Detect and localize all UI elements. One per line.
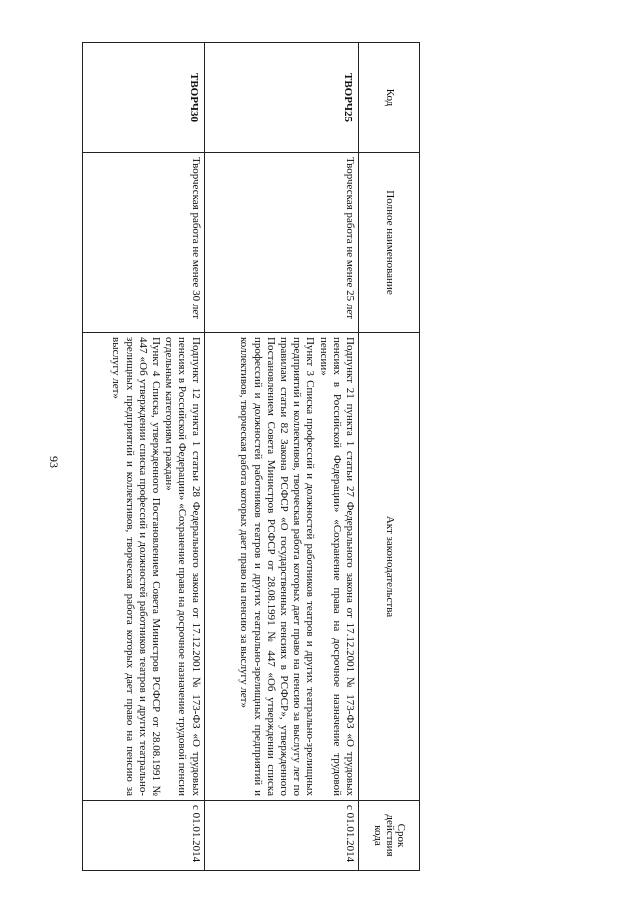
table-row xyxy=(204,43,358,871)
header-full-name: Полное наименование xyxy=(359,153,420,333)
act-paragraph: Подпункт 21 пункта 1 статьи 27 Федерального закона от 17.12.2001 № 173-ФЗ «О трудовых пенсиях в Российской Федерации» «Сохранение права на досрочное назначение трудовой пенсии» xyxy=(317,337,356,796)
header-validity-line2: действия кода xyxy=(372,814,396,857)
row-full-name: Творческая работа не менее 25 лет xyxy=(204,153,358,333)
codes-table-frame xyxy=(82,42,420,870)
row-validity: с 01.01.2014 xyxy=(83,801,205,871)
act-paragraph: Пункт 3 Списка профессий и должностей работников театров и других театрально-зрелищных предприятий и коллективов, творческая работа которых дает право на пенсию за выслугу лет по правилам статьи 82 Закона РСФСР «О государственных пенсиях в РСФСР», утвержденного Постановлением Совета Министров РСФСР от 28.08.1991 № 447 «Об утверждении списка профессий и должностей работников театров и других театрально-зрелищных предприятий и коллективов, творческая работа которых дает право на пенсию за выслугу лет» xyxy=(238,337,317,796)
header-legislation-act: Акт законодательства xyxy=(359,333,420,801)
row-legislation-act xyxy=(204,333,358,801)
row-legislation-act xyxy=(83,333,205,801)
row-code: ТВОРЧ30 xyxy=(83,43,205,153)
row-full-name: Творческая работа не менее 30 лет xyxy=(83,153,205,333)
codes-table xyxy=(82,42,420,871)
header-code-validity xyxy=(359,801,420,871)
header-code: Код xyxy=(359,43,420,153)
act-paragraph: Подпункт 12 пункта 1 статьи 28 Федерального закона от 17.12.2001 № 173-ФЗ «О трудовых пенсиях в Российской Федерации» «Сохранение права на досрочное назначение трудовой пенсии отдельным категориям граждан» xyxy=(163,337,202,796)
table-header-row xyxy=(359,43,420,871)
row-code: ТВОРЧ25 xyxy=(204,43,358,153)
table-row xyxy=(83,43,205,871)
act-paragraph: Пункт 4 Списка, утвержденного Постановлением Совета Министров РСФСР от 28.08.1991 № 447 «Об утверждении списка профессий и должностей работников театров и других театрально-зрелищных предприятий и коллективов, творческая работа которых дает право на пенсию за выслугу лет» xyxy=(110,337,162,796)
header-validity-line1: Срок xyxy=(395,823,408,848)
page-number: 93 xyxy=(47,456,61,468)
row-validity: с 01.01.2014 xyxy=(204,801,358,871)
